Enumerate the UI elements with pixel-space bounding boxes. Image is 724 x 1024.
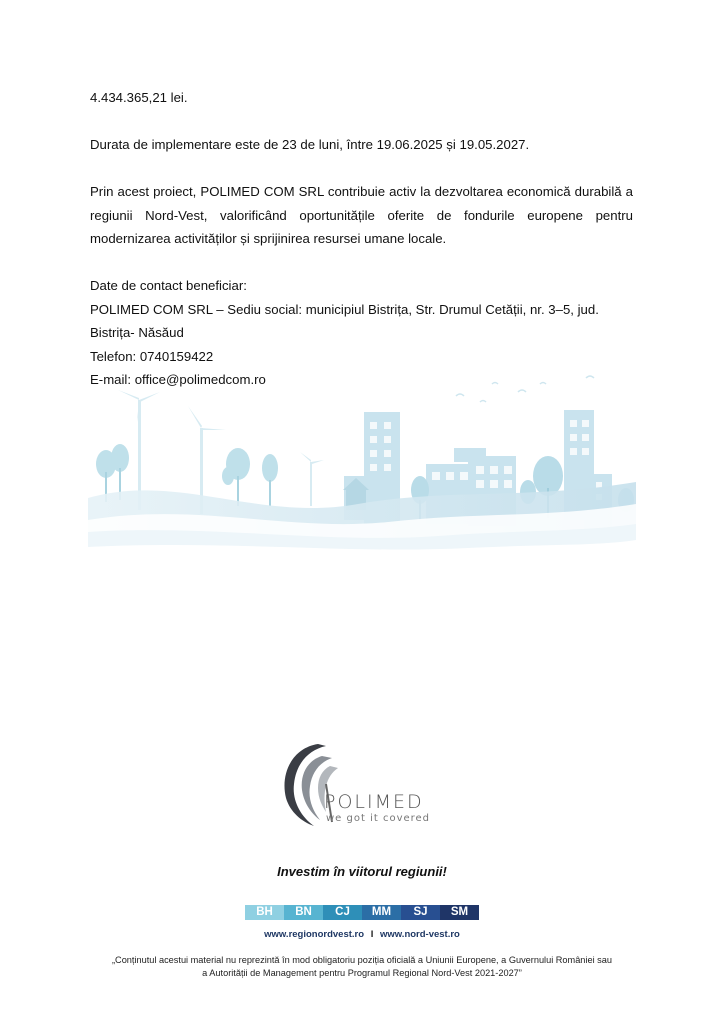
duration-line: Durata de implementare este de 23 de luni, între 19.06.2025 și 19.05.2027. (90, 137, 530, 152)
footer-links (0, 929, 724, 940)
county-badge: SM (440, 905, 479, 920)
contact-address-line2: Bistrița- Năsăud (90, 325, 184, 340)
summary-paragraph: Prin acest proiect, POLIMED COM SRL contribuie activ la dezvoltarea economică durabilă a regiunii Nord-Vest, valorificând oportunitățile oferite de fondurile europene pentru modernizarea activităților și sprijinirea resursei umane locale. (90, 184, 633, 246)
county-codes-bar (245, 905, 479, 920)
contact-address-line1: POLIMED COM SRL – Sediu social: municipiul Bistrița, Str. Drumul Cetății, nr. 3–5, jud. (90, 301, 599, 317)
county-badge: BH (245, 905, 284, 920)
county-badge: MM (362, 905, 401, 920)
contact-heading: Date de contact beneficiar: (90, 278, 247, 293)
nord-vest-link[interactable]: www.nord-vest.ro (379, 929, 460, 940)
contact-phone: Telefon: 0740159422 (90, 348, 214, 364)
county-badge: CJ (323, 905, 362, 920)
city-skyline-illustration (88, 372, 636, 562)
logo-wordmark: POLIMED (324, 791, 424, 813)
county-badge: SJ (401, 905, 440, 920)
logo-tagline: we got it covered (326, 813, 431, 824)
contact-email: E-mail: office@polimedcom.ro (90, 372, 266, 387)
regionordvest-link[interactable]: www.regionordvest.ro (264, 929, 365, 940)
footer-slogan: Investim în viitorul regiunii! (277, 864, 447, 879)
amount-line: 4.434.365,21 lei. (90, 90, 188, 105)
link-separator: I (370, 929, 374, 940)
footer-disclaimer: „Conținutul acestui material nu reprezintă în mod obligatoriu poziția oficială a Uniunii Europene, a Guvernului României sau a Autorității de Management pentru Programul Regional Nord-Vest 2021-2027” (112, 955, 612, 978)
county-badge: BN (284, 905, 323, 920)
